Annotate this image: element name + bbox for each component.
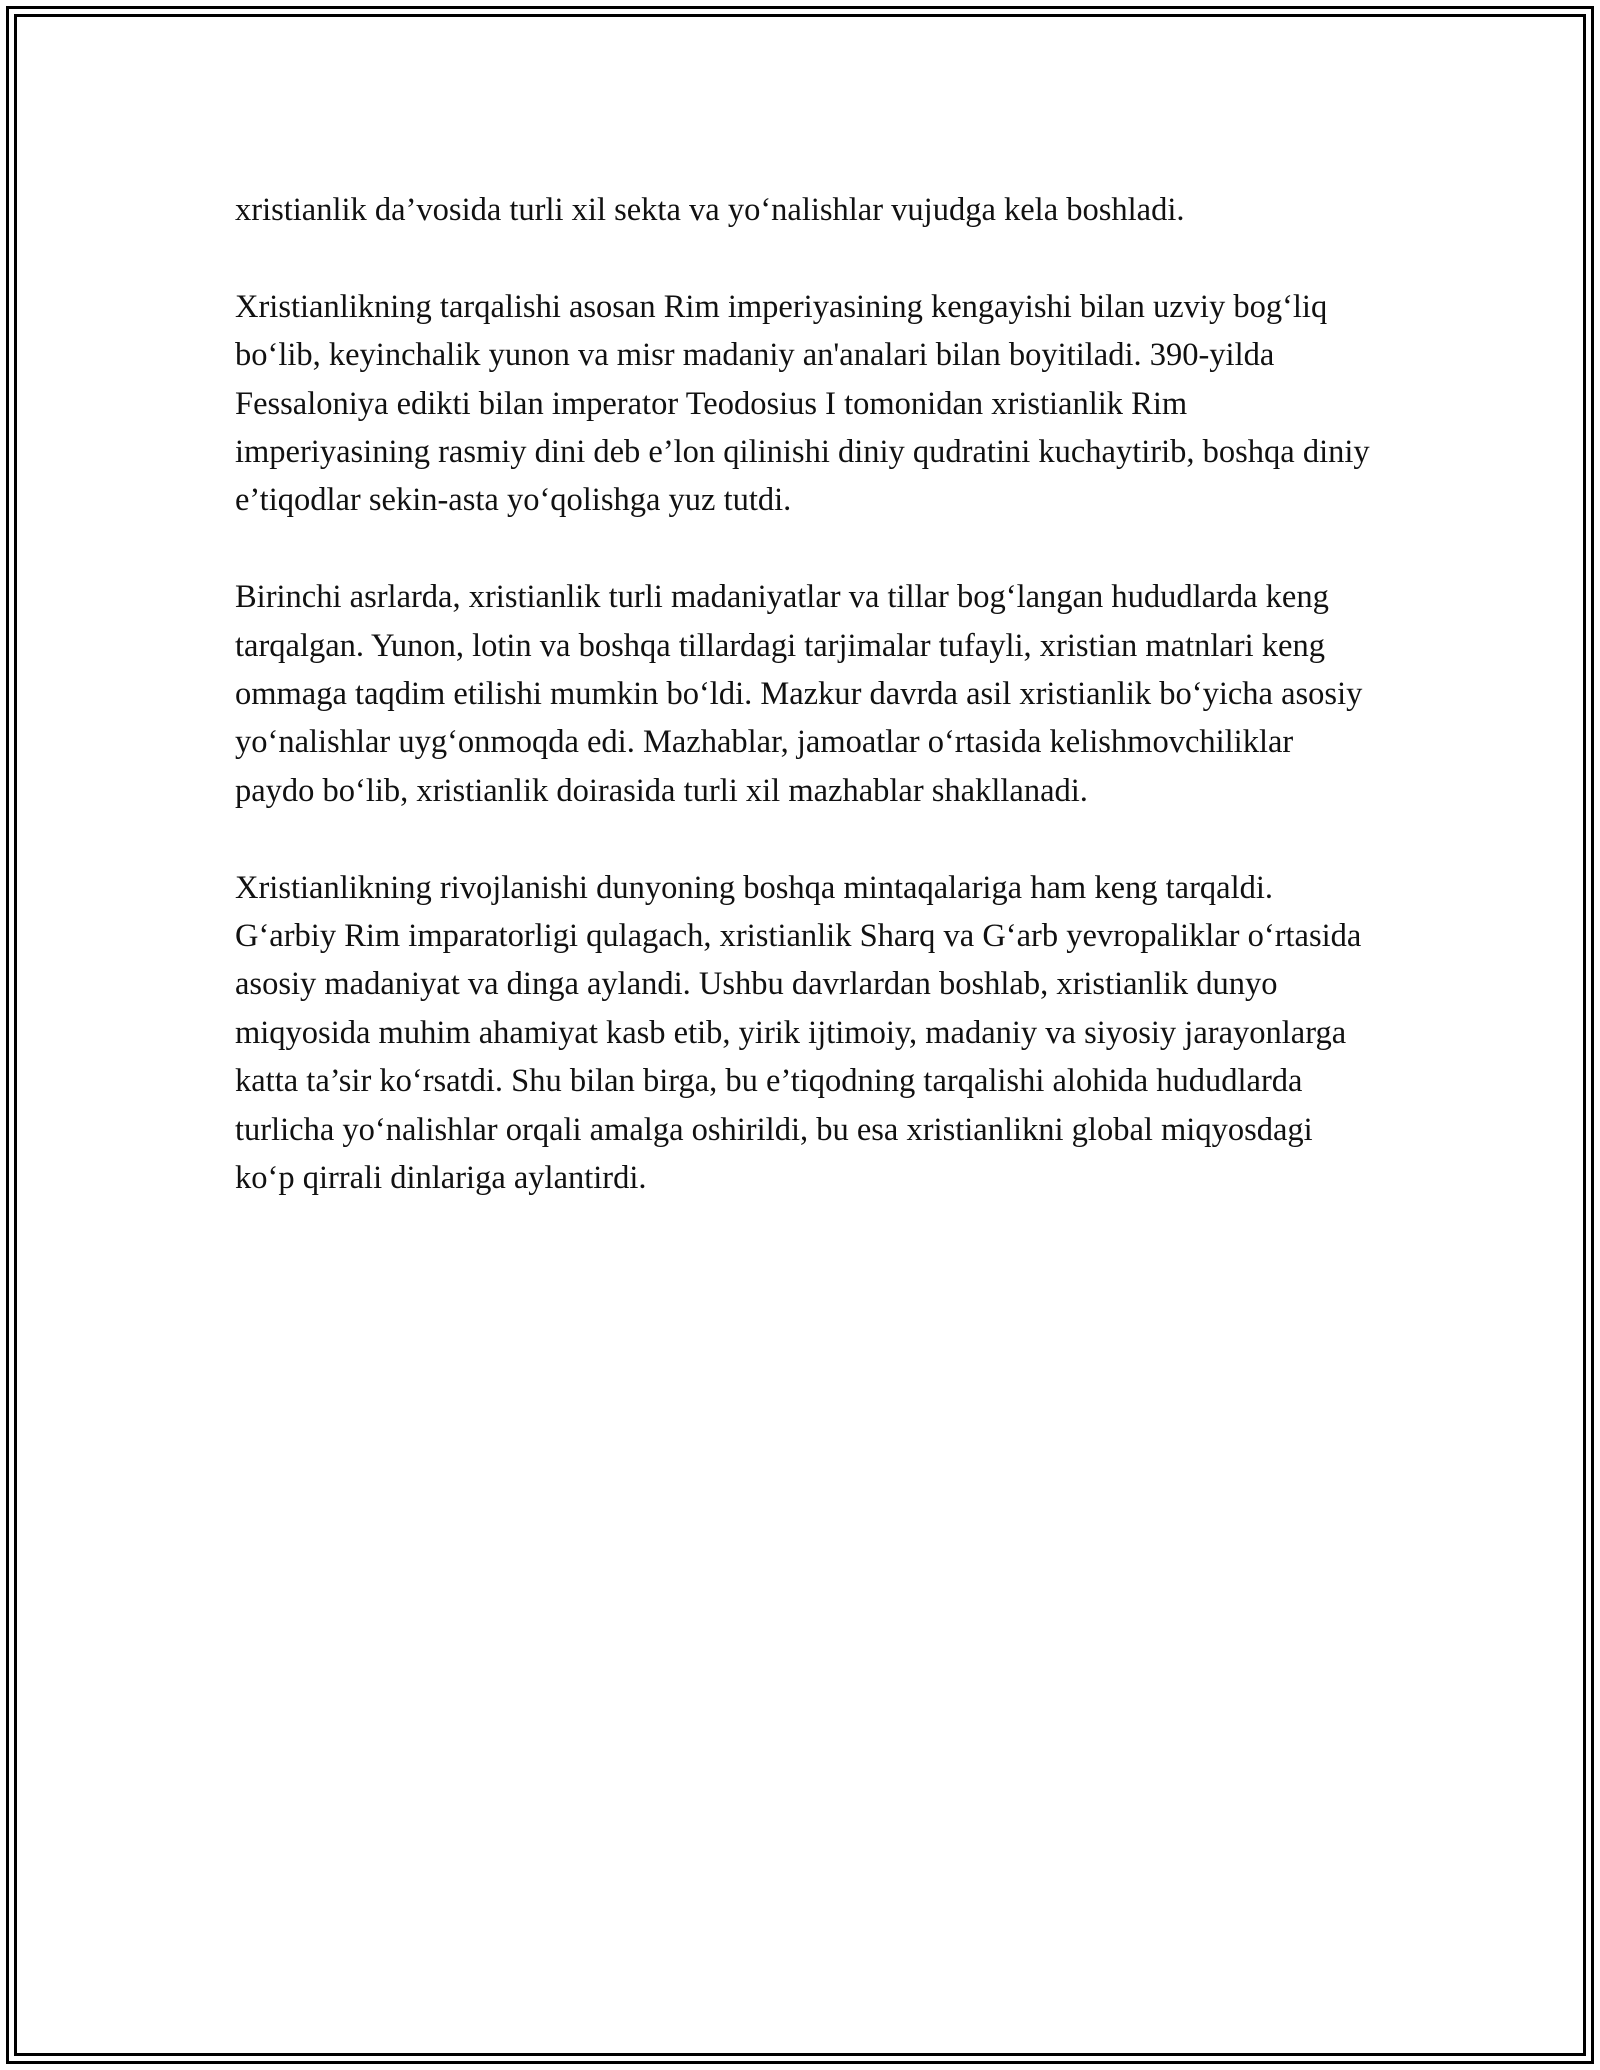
paragraph: Xristianlikning rivojlanishi dunyoning boshqa mintaqalariga ham keng tarqaldi. G‘arbiy Rim imparatorligi qulagach, xristianlik Sharq va G‘arb yevropaliklar o‘rtasida asosiy madaniyat va dinga aylandi. Ushbu davrlardan boshlab, xristianlik dunyo miqyosida muhim ahamiyat kasb etib, yirik ijtimoiy, madaniy va siyosiy jarayonlarga katta ta’sir ko‘rsatdi. Shu bilan birga, bu e’tiqodning tarqalishi alohida hududlarda turlicha yo‘nalishlar orqali amalga oshirildi, bu esa xristianlikni global miqyosdagi ko‘p qirrali dinlariga aylantirdi. <box>235 869 1362 1197</box>
paragraph: xristianlik da’vosida turli xil sekta va yo‘nalishlar vujudga kela boshladi. <box>235 192 1185 228</box>
paragraph: Birinchi asrlarda, xristianlik turli madaniyatlar va tillar bog‘langan hududlarda keng tarqalgan. Yunon, lotin va boshqa tillardagi tarjimalar tufayli, xristian matnlari keng ommaga taqdim etilishi mumkin bo‘ldi. Mazkur davrda asil xristianlik bo‘yicha asosiy yo‘nalishlar uyg‘onmoqda edi. Mazhablar, jamoatlar o‘rtasida kelishmovchiliklar paydo bo‘lib, xristianlik doirasida turli xil mazhablar shakllanadi. <box>235 579 1363 809</box>
paragraph: Xristianlikning tarqalishi asosan Rim imperiyasining kengayishi bilan uzviy bog‘liq bo‘lib, keyinchalik yunon va misr madaniy an'analari bilan boyitiladi. 390-yilda Fessaloniya edikti bilan imperator Teodosius I tomonidan xristianlik Rim imperiyasining rasmiy dini deb e’lon qilinishi diniy qudratini kuchaytirib, boshqa diniy e’tiqodlar sekin-asta yo‘qolishga yuz tutdi. <box>235 288 1370 519</box>
document-body <box>235 186 1375 1251</box>
